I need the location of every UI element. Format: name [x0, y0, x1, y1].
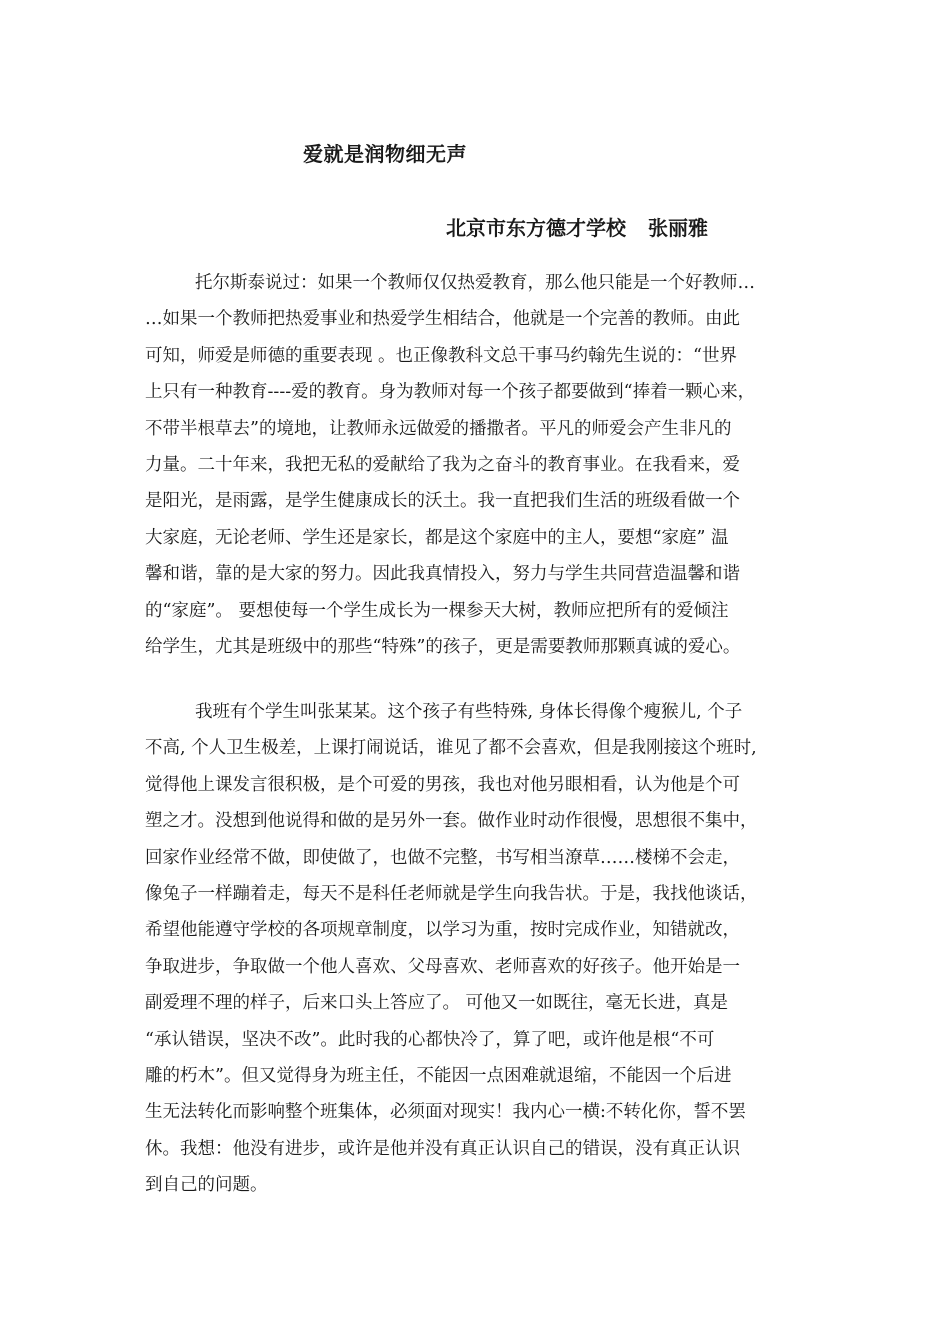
paragraph-line: 给学生，尤其是班级中的那些“特殊”的孩子，更是需要教师那颗真诚的爱心。 — [145, 636, 741, 657]
paragraph-line: 回家作业经常不做，即使做了，也做不完整，书写相当潦草……楼梯不会走， — [145, 847, 740, 868]
paragraph-line: …如果一个教师把热爱事业和热爱学生相结合，他就是一个完善的教师。由此 — [145, 309, 740, 330]
paragraph-2 — [145, 694, 817, 1203]
paragraph-line: “承认错误，坚决不改”。此时我的心都快冷了，算了吧，或许他是根“不可 — [145, 1029, 715, 1050]
paragraph-line: 觉得他上课发言很积极，是个可爱的男孩，我也对他另眼相看，认为他是个可 — [145, 774, 740, 795]
paragraph-line: 大家庭，无论老师、学生还是家长，都是这个家庭中的主人，要想“家庭” 温 — [145, 527, 729, 548]
paragraph-line: 不带半根草去”的境地，让教师永远做爱的播撒者。平凡的师爱会产生非凡的 — [145, 418, 732, 439]
paragraph-line: 副爱理不理的样子，后来口头上答应了。 可他又一如既往，毫无长进，真是 — [145, 993, 729, 1014]
paragraph-line: 休。我想：他没有进步，或许是他并没有真正认识自己的错误，没有真正认识 — [145, 1138, 740, 1159]
byline — [446, 212, 708, 241]
paragraph-line: 塑之才。没想到他说得和做的是另外一套。做作业时动作很慢，思想很不集中， — [145, 811, 758, 832]
paragraph-line: 生无法转化而影响整个班集体，必须面对现实！我内心一横:不转化你，誓不罢 — [145, 1102, 746, 1123]
paragraph-line: 希望他能遵守学校的各项规章制度，以学习为重，按时完成作业，知错就改， — [145, 920, 740, 941]
paragraph-line: 力量。二十年来，我把无私的爱献给了我为之奋斗的教育事业。在我看来，爱 — [145, 454, 740, 475]
paragraph-line: 争取进步，争取做一个他人喜欢、父母喜欢、老师喜欢的好孩子。他开始是一 — [145, 956, 740, 977]
paragraph-line: 馨和谐，靠的是大家的努力。因此我真情投入，努力与学生共同营造温馨和谐 — [145, 564, 740, 585]
paragraph-1 — [145, 265, 817, 665]
paragraph-line: 到自己的问题。 — [145, 1175, 268, 1196]
paragraph-line: 是阳光，是雨露，是学生健康成长的沃土。我一直把我们生活的班级看做一个 — [145, 491, 740, 512]
paragraph-line: 像兔子一样蹦着走，每天不是科任老师就是学生向我告状。于是，我找他谈话， — [145, 883, 758, 904]
paragraph-line: 的“家庭”。 要想使每一个学生成长为一棵参天大树，教师应把所有的爱倾注 — [145, 600, 729, 621]
author-name: 张丽雅 — [648, 216, 708, 240]
paragraph-line: 托尔斯泰说过：如果一个教师仅仅热爱教育，那么他只能是一个好教师… — [195, 273, 755, 293]
paragraph-line: 雕的朽木”。但又觉得身为班主任，不能因一点困难就退缩，不能因一个后进 — [145, 1065, 732, 1086]
paragraph-line: 我班有个学生叫张某某。这个孩子有些特殊, 身体长得像个瘦猴儿, 个子 — [195, 702, 743, 722]
school-name: 北京市东方德才学校 — [446, 216, 626, 240]
document-title: 爱就是润物细无声 — [303, 142, 467, 166]
paragraph-line: 可知，师爱是师德的重要表现 。也正像教科文总干事马约翰先生说的：“世界 — [145, 345, 738, 366]
paragraph-line: 不高, 个人卫生极差，上课打闹说话，谁见了都不会喜欢，但是我刚接这个班时, — [145, 738, 757, 759]
paragraph-line: 上只有一种教育----爱的教育。身为教师对每一个孩子都要做到“捧着一颗心来， — [145, 382, 756, 403]
